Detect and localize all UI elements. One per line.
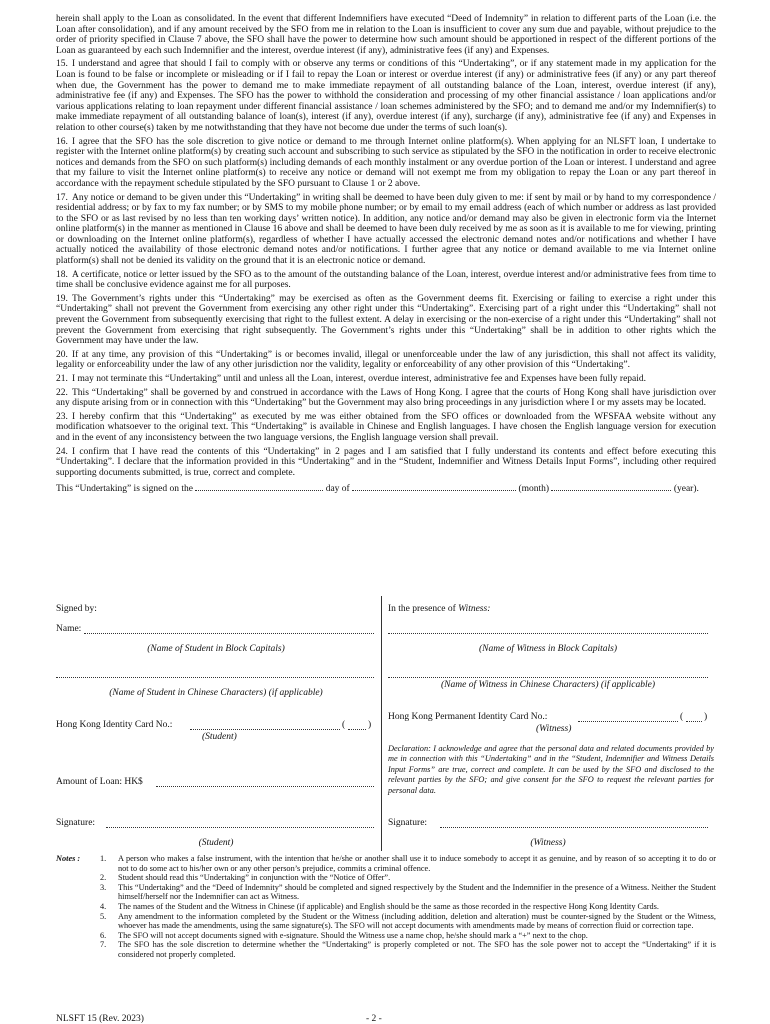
student-id-field[interactable] [190, 720, 340, 730]
note-item [100, 883, 716, 902]
clause-text: herein shall apply to the Loan as consolidated. In the event that different Indemnifiers have executed “Deed of Indemnity” in relation to different parts of the Loan (i.e. the Loan after consolidation), and if any amount received by the SFO from me in relation to the Loan is insufficient to cover any sum due and payable, without prejudice to the order of priority specified in Clause 7 above, the SFO shall have the power to determine how such amount should be apportioned in respect of the different portions of the Loan as guaranteed by each such Indemnifier and the interest, overdue interest (if any), administrative fees (if any) and Expenses. [56, 14, 716, 56]
clause-number: 23. [56, 411, 68, 422]
clause-24 [56, 447, 716, 479]
signed-by-label: Signed by: [56, 604, 97, 614]
note-item [100, 854, 716, 873]
note-item [100, 931, 716, 941]
clause-21 [56, 374, 716, 385]
clause-number: 18. [56, 269, 68, 280]
note-number: 3. [100, 882, 107, 892]
witness-id-caption: (Witness) [536, 724, 572, 734]
notes-list [100, 854, 716, 960]
year-label: (year). [673, 484, 699, 495]
witness-id-paren-open: ( [680, 712, 684, 722]
note-text: Student should read this “Undertaking” in conjunction with the “Notice of Offer”. [118, 873, 391, 883]
clause-number: 17. [56, 192, 68, 203]
student-id-label: Hong Kong Identity Card No.: [56, 720, 173, 730]
witness-chinese-caption: (Name of Witness in Chinese Characters) (if applicable) [441, 680, 655, 690]
month-label: (month) [518, 484, 550, 495]
student-id-paren-open: ( [342, 720, 346, 730]
note-text: A person who makes a false instrument, with the intention that he/she or another shall use it to induce somebody to accept it as genuine, and by reason of so accepting it to do or not to do some act to his/her own or any other person’s prejudice, commits a criminal offence. [118, 854, 716, 873]
clause-text: If at any time, any provision of this “Undertaking” is or becomes invalid, illegal or unenforceable under the law of any jurisdiction, this shall not affect its validity, legality or enforceability under the law of any other jurisdiction nor the validity, legality or enforceability of any other provision of this “Undertaking”. [56, 349, 716, 371]
student-chinese-caption: (Name of Student in Chinese Characters) (if applicable) [109, 688, 323, 698]
clause-text: I confirm that I have read the contents of this “Undertaking” in 2 pages and I am satisfied that I fully understand its contents and effect before executing this “Undertaking”. I declare that the information provided in this “Undertaking” and in the “Student, Indemnifier and Witness Details Input Forms”, including other required supporting documents submitted, is true, correct and complete. [56, 446, 716, 478]
clause-number: 15. [56, 59, 68, 70]
note-item [100, 873, 716, 883]
page-number: - 2 - [366, 1014, 382, 1024]
note-item [100, 940, 716, 959]
student-name-label: Name: [56, 624, 82, 634]
clause-text: The Government’s rights under this “Undertaking” may be exercised as often as the Government deems fit. Exercising or failing to exercise a right under this “Undertaking” shall not prevent the Government from exercising any other right under this “Undertaking”. Exercising part of a right under this “Undertaking” shall not prevent the Government from subsequently exercising that right to the fullest extent. A delay in exercising or the non-exercise of a right under this “Undertaking” shall not prevent the Government from exercising that right subsequently. The Government’s rights under this “Undertaking” shall be in addition to other rights which the Government may have under the law. [56, 293, 716, 347]
year-field[interactable] [551, 481, 671, 491]
student-signature-label: Signature: [56, 818, 96, 828]
amount-of-loan-field[interactable] [156, 777, 374, 787]
clause-number: 16. [56, 136, 68, 147]
clause-text: I may not terminate this “Undertaking” until and unless all the Loan, interest, overdue interest, administrative fee and Expenses have been fully repaid. [72, 374, 647, 384]
witness-id-check-digit-field[interactable] [686, 712, 702, 722]
note-text: This “Undertaking” and the “Deed of Indemnity” should be completed and signed respectively by the Student and the Indemnifier in the presence of a Witness. Neither the Student himself/herself nor the Indemnifier can act as Witness. [118, 882, 716, 902]
witness-name-caption: (Name of Witness in Block Capitals) [478, 644, 617, 654]
note-item [100, 902, 716, 912]
witness-word: Witness: [458, 604, 491, 614]
witness-name-field[interactable] [388, 624, 708, 634]
clause-number: 19. [56, 293, 68, 304]
clause-text: This “Undertaking” shall be governed by and construed in accordance with the Laws of Hong Kong. I agree that the courts of Hong Kong shall have jurisdiction over any dispute arising from or in connection with this “Undertaking” but the Government may also bring proceedings in any jurisdiction where I or my assets may be located. [56, 387, 716, 409]
note-number: 6. [100, 930, 107, 940]
day-field[interactable] [195, 481, 323, 491]
column-divider [381, 596, 382, 851]
witness-chinese-name-field[interactable] [388, 668, 708, 678]
note-number: 1. [100, 854, 107, 863]
clause-number: 20. [56, 349, 68, 360]
note-text: Any amendment to the information completed by the Student or the Witness (including addition, deletion and alteration) must be counter-signed by the Student or the Witness, whoever has made the amendments, using the same signature(s). The SFO will not accept documents with amendments made by means of correction fluid or correction tape. [118, 911, 716, 931]
note-text: The SFO will not accept documents signed with e-signature. Should the Witness use a name chop, he/she should mark a “+” next to the chop. [118, 930, 588, 940]
witness-signature-field[interactable] [440, 818, 708, 828]
note-number: 7. [100, 940, 107, 950]
clause-text: I understand and agree that should I fail to comply with or observe any terms or conditions of this “Undertaking”, or if any statement made in my application for the Loan is found to be false or incomplete or misleading or if I fail to repay the Loan or interest or overdue interest (if any) or administrative fees (if any) or any part thereof when due, the Government has the power to demand me to make immediate repayment of all outstanding balance of the Loan, interest, overdue interest (if any), administrative fee (if any) and Expenses. The SFO has the power to withhold the consideration and processing of my other financial assistance / loan applications and/or various applications relating to loan repayment under different financial assistance / loan schemes administered by the SFO; and to demand me and/or my Indemnifier(s) to make immediate repayment of all outstanding balance of loan(s), interest (if any), overdue interest (if any), surcharge (if any), administrative fee (if any) and Expenses in relation to other course(s) taken by me notwithstanding that they have not become due under the terms of such loan(s). [56, 59, 716, 133]
witness-id-label: Hong Kong Permanent Identity Card No.: [388, 712, 548, 722]
clauses [56, 14, 716, 478]
clause-number: 21. [56, 374, 68, 384]
witness-declaration: Declaration: I acknowledge and agree that the personal data and related documents provided by me in connection with this “Undertaking” and in the “Student, Indemnifier and Witness Details Input Forms” are true, correct and complete. It can be used by the SFO and disclosed to the relevant parties by the SFO; and give consent for the SFO to request the relevant parties for personal data. [388, 744, 714, 795]
witness-signature-caption: (Witness) [530, 838, 566, 848]
student-id-caption: (Student) [202, 732, 237, 742]
student-id-paren-close: ) [368, 720, 372, 730]
clause-number: 24. [56, 446, 68, 457]
student-chinese-name-field[interactable] [56, 668, 374, 678]
clause-20 [56, 350, 716, 371]
signed-on-prefix: This “Undertaking” is signed on the [56, 484, 193, 495]
witness-signature-label: Signature: [388, 818, 428, 828]
clause-23 [56, 412, 716, 444]
clause-text: A certificate, notice or letter issued by the SFO as to the amount of the outstanding balance of the Loan, interest, overdue interest and/or administrative fees from time to time shall be conclusive evidence against me for all purposes. [56, 269, 716, 291]
student-name-field[interactable] [84, 624, 374, 634]
student-id-check-digit-field[interactable] [348, 720, 366, 730]
document-page [56, 14, 716, 1024]
notes-title: Notes : [56, 854, 81, 863]
clause-text: I agree that the SFO has the sole discretion to give notice or demand to me through Internet online platform(s). When applying for an NLSFT loan, I undertake to register with the Internet online platform(s) by creating such account and subscribing to such service as stipulated by the SFO in the notification in order to receive electronic notices and demands from the SFO on such platform(s) including demands of each monthly instalment or any overdue portion of the Loan or interest. I understand and agree that my failure to visit the Internet online platform(s) to receive any notice or demand will not exempt me from my obligation to repay the Loan or any part thereof in accordance with the repayment schedule stipulated by the SFO pursuant to Clause 1 or 2 above. [56, 136, 716, 189]
clause-number: 22. [56, 387, 68, 398]
student-signature-caption: (Student) [198, 838, 234, 848]
clause-continued [56, 14, 716, 56]
signature-section [56, 596, 716, 846]
form-code: NLSFT 15 (Rev. 2023) [56, 1014, 144, 1024]
clause-text: Any notice or demand to be given under this “Undertaking” in writing shall be deemed to have been duly given to me: if sent by mail or by hand to my correspondence / residential address; or by fax to my fax number; or by SMS to my mobile phone number; or by email to my email address (each of which number or address as last provided to the SFO or as last revised by no less than ten working days’ written notice). In addition, any notice and/or demand may also be given in electronic form via the Internet online platform(s) in the manner as mentioned in Clause 16 above and shall be deemed to have been duly received by me as soon as it is available to me for viewing, printing or downloading on the Internet online platform(s), regardless of whether I have actually accessed the electronic demand notes and/or notifications and whether I have actually noticed the availability of those electronic demand notes and/or notifications. I further agree that any notice or demand available to me via Internet online platform(s) shall not be denied its validity on the ground that it is an electronic notice or demand. [56, 192, 716, 267]
presence-text: In the presence of [388, 604, 456, 614]
amount-of-loan-label: Amount of Loan: HK$ [56, 777, 143, 787]
day-of-label: day of [325, 484, 350, 495]
clause-15 [56, 59, 716, 133]
clause-text: I hereby confirm that this “Undertaking” as executed by me was either obtained from the SFO offices or downloaded from the WFSFAA website without any modification whatsoever to the original text. This “Undertaking” is available in Chinese and English languages. I have chosen the English language version for execution and in the event of any inconsistency between the two language versions, the English language version shall prevail. [56, 411, 716, 443]
note-text: The SFO has the sole discretion to determine whether the “Undertaking” is properly completed or not. The SFO has the sole power not to accept the “Undertaking” if it is considered not properly completed. [118, 940, 716, 959]
student-name-caption: (Name of Student in Block Capitals) [147, 644, 285, 654]
note-number: 4. [100, 901, 107, 911]
clause-18 [56, 270, 716, 291]
clause-19 [56, 294, 716, 347]
signing-date-line [56, 481, 716, 495]
note-text: The names of the Student and the Witness in Chinese (if applicable) and English should be the same as those recorded in the respective Hong Kong Identity Cards. [118, 901, 659, 911]
witness-id-field[interactable] [578, 712, 678, 722]
clause-17 [56, 193, 716, 267]
witness-presence-label [388, 604, 490, 614]
clause-16 [56, 137, 716, 190]
clause-22 [56, 388, 716, 409]
student-signature-field[interactable] [106, 818, 374, 828]
note-number: 5. [100, 911, 107, 921]
month-field[interactable] [352, 481, 516, 491]
note-number: 2. [100, 873, 107, 883]
note-item [100, 912, 716, 931]
witness-id-paren-close: ) [704, 712, 708, 722]
